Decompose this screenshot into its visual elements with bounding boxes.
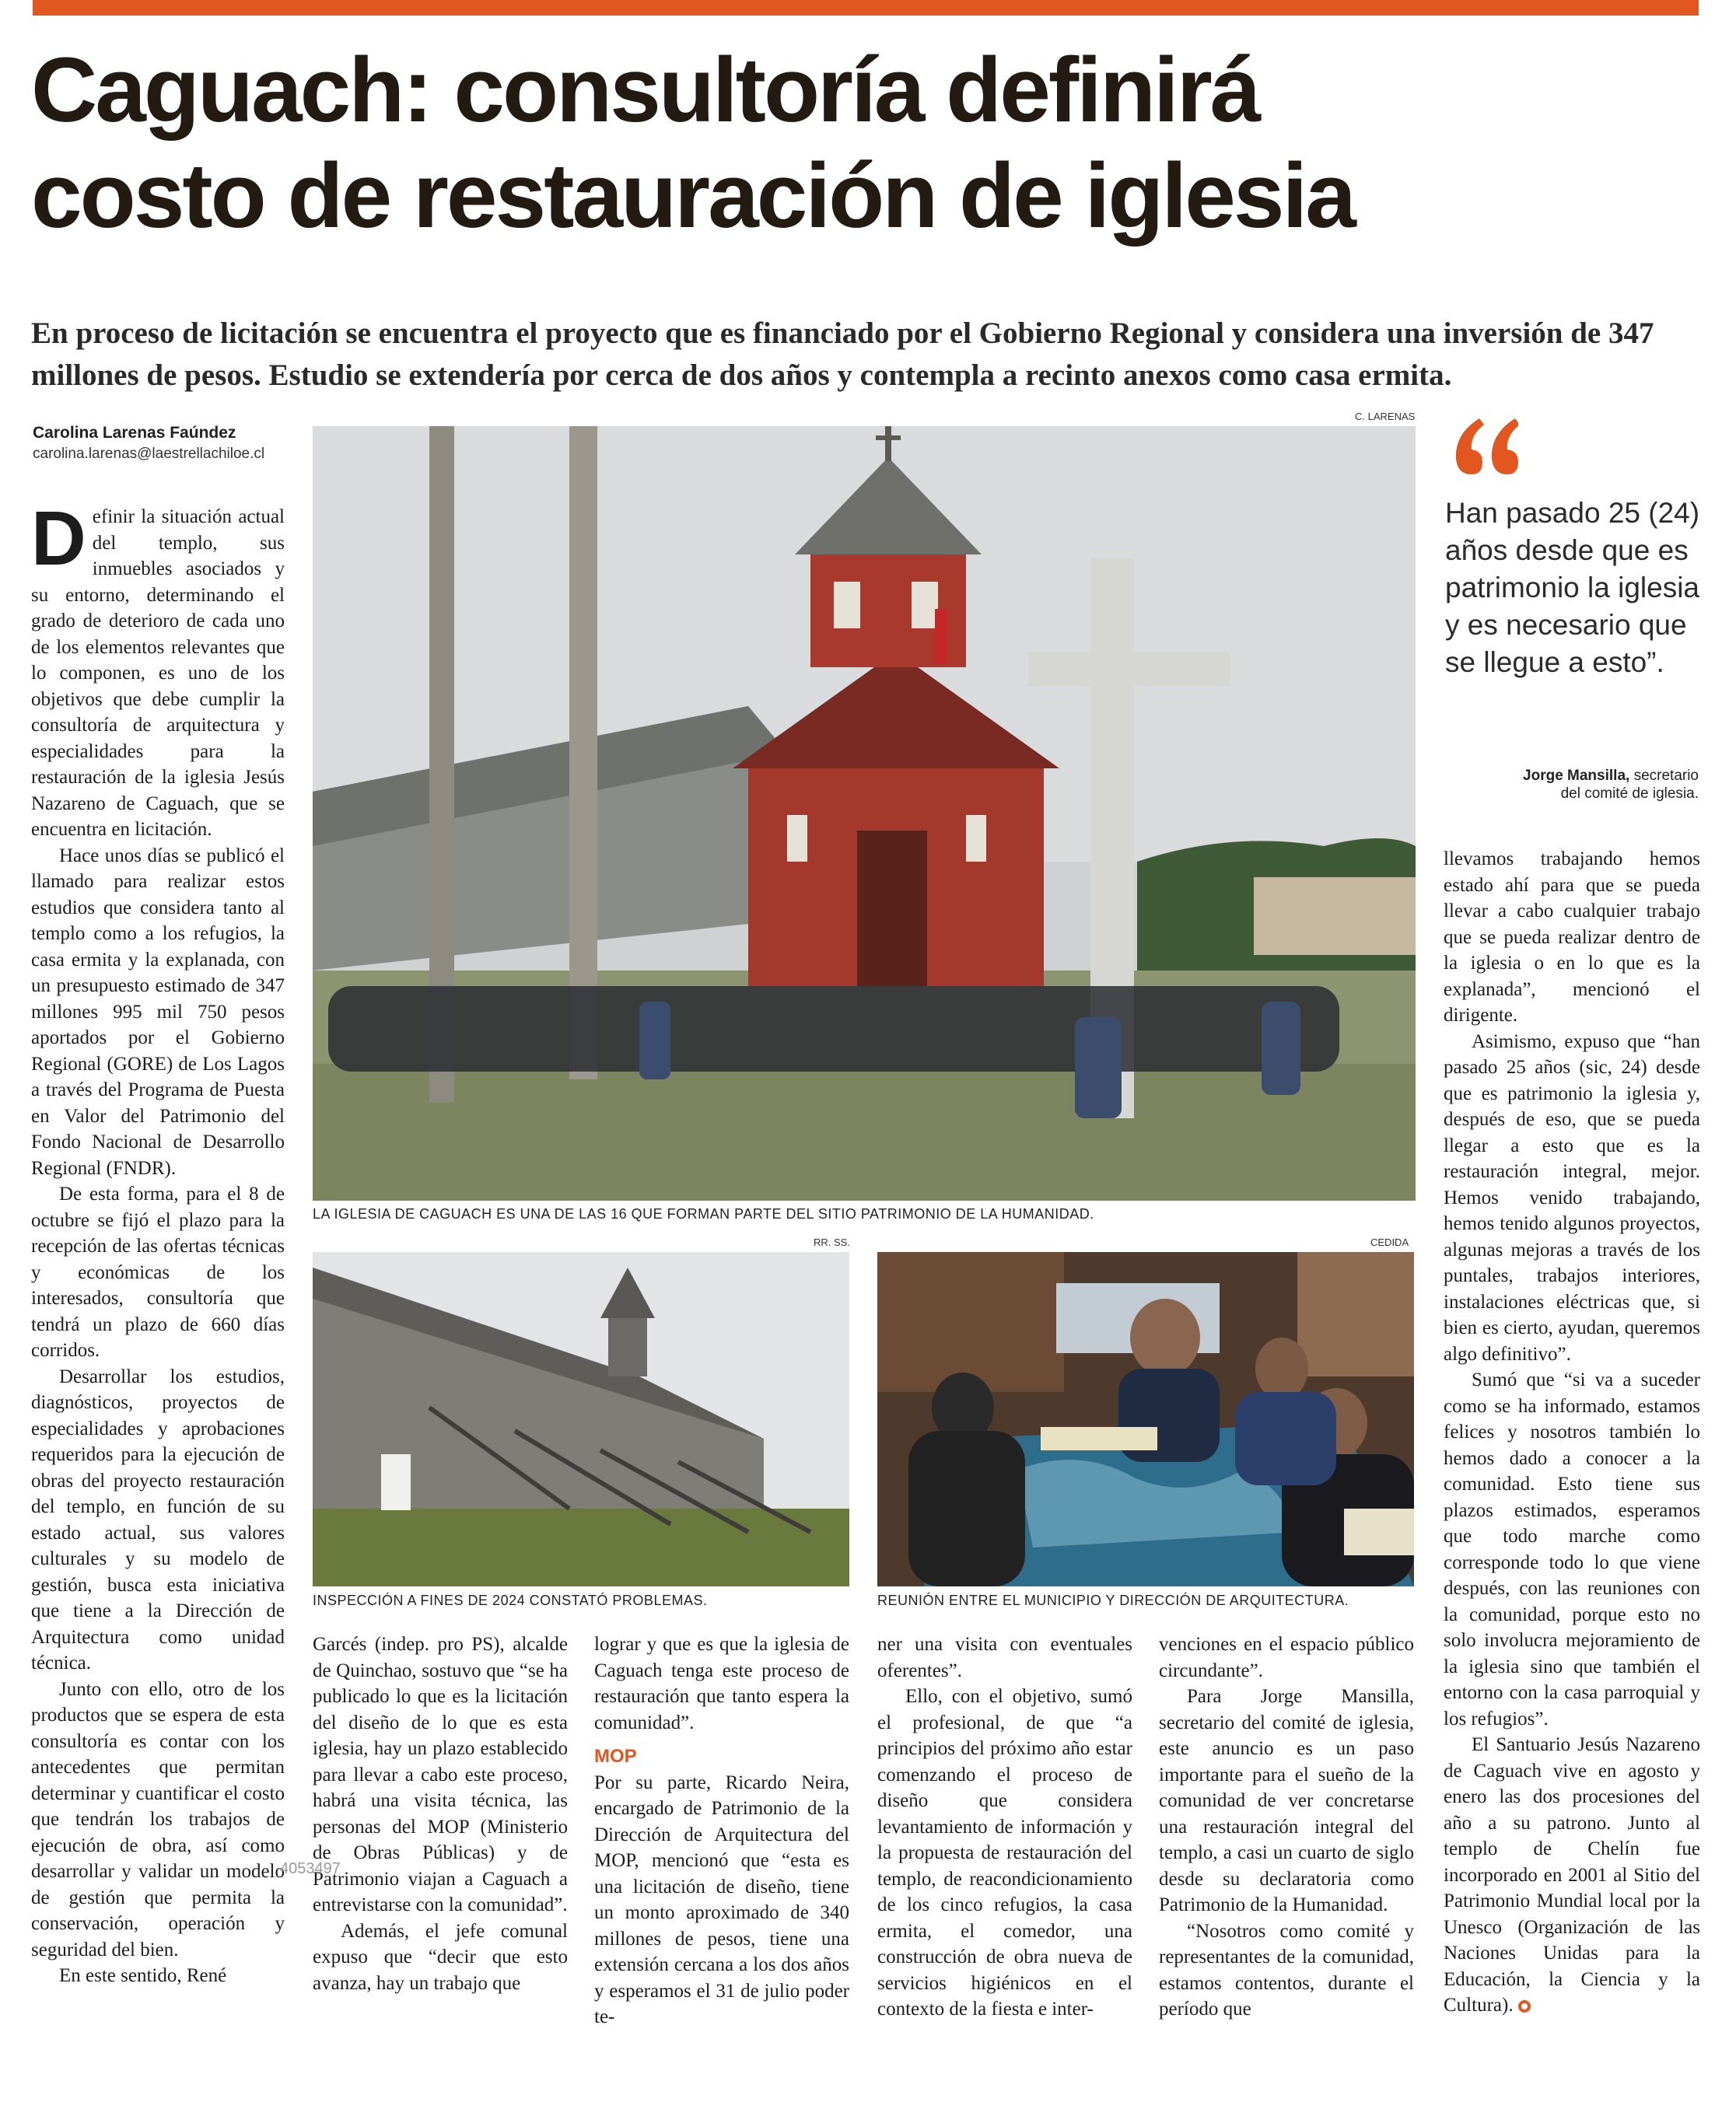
end-of-article-icon xyxy=(1518,2000,1531,2013)
body-column-4 xyxy=(877,1632,1132,2023)
main-photo-caption: LA IGLESIA DE CAGUACH ES UNA DE LAS 16 QUE FORMAN PARTE DEL SITIO PATRIMONIO DE LA HUMANIDAD. xyxy=(313,1206,1094,1222)
paragraph: venciones en el espacio público circundante”. xyxy=(1159,1634,1414,1681)
paragraph: Sumó que “si va a suceder como se ha informado, estamos felices y nosotros también lo hemos dado a conocer a la comunidad. Esto tiene sus plazos estimados, esperamos que todo marche como corresponde todo lo que viene después, con las reuniones con la comunidad, porque esto no solo involucra mejoramiento de la iglesia sino que también el entorno con la casa parroquial y los refugios”. xyxy=(1444,1369,1700,1730)
church-illustration xyxy=(313,426,1416,1201)
drop-cap: D xyxy=(31,495,86,581)
headline-line-1: Caguach: consultoría definirá xyxy=(31,39,1259,142)
paragraph: efinir la situación actual del templo, sus inmuebles asociados y su entorno, determinando el grado de deterioro de cada uno de los elementos relevantes que lo componen, es uno de los objetivos que debe cumplir la consultoría de arquitectura y especialidades para la restauración de la iglesia Jesús Nazareno de Caguach, que se encuentra en licitación. xyxy=(31,506,285,840)
body-column-5 xyxy=(1159,1632,1414,2023)
body-column-3 xyxy=(594,1632,849,2030)
headline-line-2: costo de restauración de iglesia xyxy=(31,145,1354,247)
deck: En proceso de licitación se encuentra el proyecto que es financiado por el Gobierno Regional y considera una inversión de 347 millones de pesos. Estudio se extendería por cerca de dos años y contempla a recinto anexos como casa ermita. xyxy=(31,317,1654,392)
meeting-illustration xyxy=(877,1252,1414,1586)
paragraph: De esta forma, para el 8 de octubre se fijó el plazo para la recepción de las ofertas técnicas y económicas de los interesados, consultoría que tendrá un plazo de 660 días corridos. xyxy=(31,1184,285,1361)
paragraph: Para Jorge Mansilla, secretario del comité de iglesia, este anuncio es un paso importante para el sueño de la comunidad de ver concretarse una restauración integral del templo, a casi un cuarto de siglo desde su declaratoria como Patrimonio de la Humanidad. xyxy=(1159,1686,1414,1915)
quote-icon xyxy=(1448,411,1518,481)
right-photo-caption: REUNIÓN ENTRE EL MUNICIPIO Y DIRECCIÓN DE ARQUITECTURA. xyxy=(877,1593,1349,1608)
paragraph: Ello, con el objetivo, sumó el profesional, de que “a principios del próximo año estar comenzando el proceso de diseño que considera levantamiento de información y la propuesta de restauración del templo, de reacondicionamiento de los cinco refugios, la casa ermita, el comedor, una construcción de obra nueva de servicios higiénicos en el contexto de la fiesta e inter- xyxy=(877,1686,1132,2020)
body-column-2 xyxy=(313,1632,568,1996)
paragraph: Junto con ello, otro de los productos que se espera de esta consultoría es contar con los antecedentes que permitan determinar y cuantificar el costo que tendrán los trabajos de ejecución de obra, así como desarrollar y validar un modelo de gestión que permita la conservación, operación y seguridad del bien. xyxy=(31,1678,285,1960)
pull-quote: Han pasado 25 (24) años desde que es patrimonio la iglesia y es necesario que se llegue a esto”. xyxy=(1445,497,1700,678)
meeting-photo xyxy=(877,1252,1414,1586)
paragraph: El Santuario Jesús Nazareno de Caguach vive en agosto y enero las dos procesiones del año a su patrono. Junto al templo de Chelín fue incorporado en 2001 al Sitio del Patrimonio Mundial local por la Unesco (Organización de las Naciones Unidas para la Educación, la Ciencia y la Cultura). xyxy=(1444,1734,1700,2016)
paragraph: Asimismo, expuso que “han pasado 25 años (sic, 24) desde que es patrimonio la iglesia y, después de eso, que se pueda llegar a esto que es la restauración integral, mejor. Hemos venido trabajando, hemos tenido algunos proyectos, algunas mejoras a través de los puntales, trabajos interiores, instalaciones eléctricas que, si bien es cierto, ayudan, queremos algo definitivo”. xyxy=(1444,1030,1700,1365)
headline xyxy=(31,37,1711,249)
paragraph: Además, el jefe comunal expuso que “decir que esto avanza, hay un trabajo que xyxy=(313,1920,568,1994)
paragraph: Garcés (indep. pro PS), alcalde de Quinchao, sostuvo que “se ha publicado lo que es la licitación del diseño de lo que es esta iglesia, hay un plazo establecido para llevar a cabo este proceso, habrá una visita técnica, las personas del MOP (Ministerio de Obras Públicas) y de Patrimonio viajan a Caguach a entrevistarse con la comunidad”. xyxy=(313,1634,568,1915)
paragraph: ner una visita con eventuales oferentes”. xyxy=(877,1634,1132,1681)
paragraph: Por su parte, Ricardo Neira, encargado de Patrimonio de la Dirección de Arquitectura del MOP, mencionó que “esta es una licitación de diseño, tiene un monto aproximado de 340 millones de pesos, tiene una extensión cercana a los dos años y esperamos el 31 de julio poder te- xyxy=(594,1771,849,2027)
author-name: Carolina Larenas Faúndez xyxy=(33,424,236,442)
paragraph: Hace unos días se publicó el llamado para realizar estos estudios que considera tanto al templo como a los refugios, la casa ermita y la explanada, con un presupuesto estimado de 347 millones 995 mil 750 pesos aportados por el Gobierno Regional (GORE) de Los Lagos a través del Programa de Puesta en Valor del Patrimonio del Fondo Nacional de Desarrollo Regional (FNDR). xyxy=(31,845,285,1179)
body-column-1 xyxy=(31,495,285,1989)
paragraph: “Nosotros como comité y representantes de la comunidad, estamos contentos, durante el período que xyxy=(1159,1920,1414,2020)
paragraph: llevamos trabajando hemos estado ahí para que se pueda llevar a cabo cualquier trabajo que se pueda realizar dentro de la iglesia o en lo que es la explanada”, mencionó el dirigente. xyxy=(1444,848,1700,1026)
left-photo-caption: INSPECCIÓN A FINES DE 2024 CONSTATÓ PROBLEMAS. xyxy=(313,1593,708,1608)
watermark-id: 4053497 xyxy=(280,1860,341,1877)
right-photo-credit: CEDIDA xyxy=(1370,1236,1409,1248)
quote-author-role: secretario xyxy=(1629,768,1699,784)
subhead-mop: MOP xyxy=(594,1746,637,1767)
left-photo-credit: RR. SS. xyxy=(814,1236,850,1248)
quote-attribution xyxy=(1465,767,1699,803)
church-side-illustration xyxy=(313,1252,849,1586)
top-accent-bar xyxy=(33,0,1699,16)
inspection-photo xyxy=(313,1252,849,1586)
quote-author-name: Jorge Mansilla, xyxy=(1523,768,1630,784)
main-photo-church xyxy=(313,426,1416,1201)
main-photo-credit: C. LARENAS xyxy=(1355,411,1416,422)
paragraph: lograr y que es que la iglesia de Caguach tenga este proceso de restauración que tanto espera la comunidad”. xyxy=(594,1634,849,1733)
paragraph: Desarrollar los estudios, diagnósticos, proyectos de especialidades y aprobaciones requeridos para la ejecución de obras del proyecto restauración del templo, en función de su estado actual, sus valores culturales y su modelo de gestión, busca esta iniciativa que tiene a la Dirección de Arquitectura como unidad técnica. xyxy=(31,1366,285,1674)
author-email: carolina.larenas@laestrellachiloe.cl xyxy=(33,446,265,462)
body-column-6 xyxy=(1444,846,1700,2019)
paragraph: En este sentido, René xyxy=(59,1965,227,1986)
quote-author-role-2: del comité de iglesia. xyxy=(1560,785,1699,802)
